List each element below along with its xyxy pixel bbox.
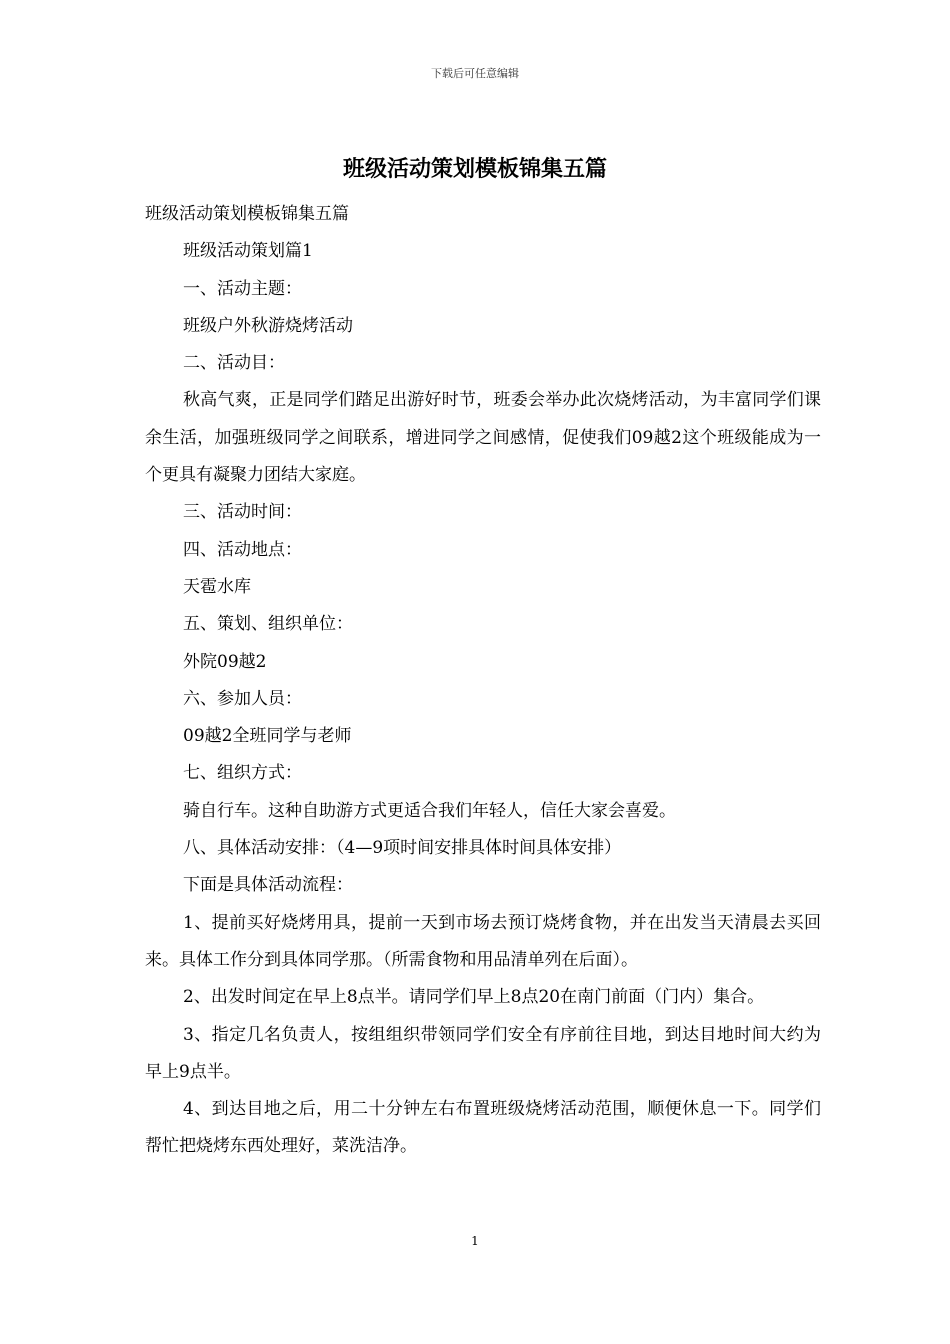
body-paragraph: 班级活动策划模板锦集五篇	[145, 204, 349, 224]
body-paragraph: 一、活动主题：	[183, 278, 302, 299]
body-paragraph: 天雹水库	[183, 576, 251, 597]
body-paragraph: 3、指定几名负责人，按组组织带领同学们安全有序前往目地，到达目地时间大约为早上9点半。	[145, 1024, 821, 1082]
body-paragraph: 09越2全班同学与老师	[183, 726, 352, 747]
body-paragraph: 六、参加人员：	[183, 688, 302, 709]
body-paragraph: 七、组织方式：	[183, 763, 302, 784]
body-paragraph: 下面是具体活动流程：	[183, 875, 353, 896]
body-paragraph: 三、活动时间：	[183, 502, 302, 523]
body-paragraph: 秋高气爽，正是同学们踏足出游好时节，班委会举办此次烧烤活动，为丰富同学们课余生活，加强班级同学之间联系，增进同学之间感情，促使我们09越2这个班级能成为一个更具有凝聚力团结大家庭。	[145, 390, 821, 486]
body-paragraph: 四、活动地点：	[183, 539, 302, 560]
body-paragraph: 五、策划、组织单位：	[183, 614, 353, 635]
body-paragraph: 八、具体活动安排：（4—9项时间安排具体时间具体安排）	[183, 838, 622, 859]
page-number: 1	[471, 1234, 479, 1248]
document-body	[145, 196, 821, 1166]
body-paragraph: 骑自行车。这种自助游方式更适合我们年轻人，信任大家会喜爱。	[183, 800, 676, 821]
header-note: 下载后可任意编辑	[431, 67, 519, 80]
body-paragraph: 二、活动目：	[183, 353, 285, 374]
document-title: 班级活动策划模板锦集五篇	[342, 156, 607, 182]
body-paragraph: 1、提前买好烧烤用具，提前一天到市场去预订烧烤食物，并在出发当天清晨去买回来。具体工作分到具体同学那。（所需食物和用品清单列在后面）。	[145, 912, 821, 970]
body-paragraph: 2、出发时间定在早上8点半。请同学们早上8点20在南门前面（门内）集合。	[183, 987, 765, 1008]
body-paragraph: 4、到达目地之后，用二十分钟左右布置班级烧烤活动范围，顺便休息一下。同学们帮忙把烧烤东西处理好，菜洗洁净。	[145, 1099, 821, 1157]
body-paragraph: 班级户外秋游烧烤活动	[183, 315, 353, 336]
body-paragraph: 班级活动策划篇1	[183, 241, 313, 262]
body-paragraph: 外院09越2	[183, 651, 267, 672]
